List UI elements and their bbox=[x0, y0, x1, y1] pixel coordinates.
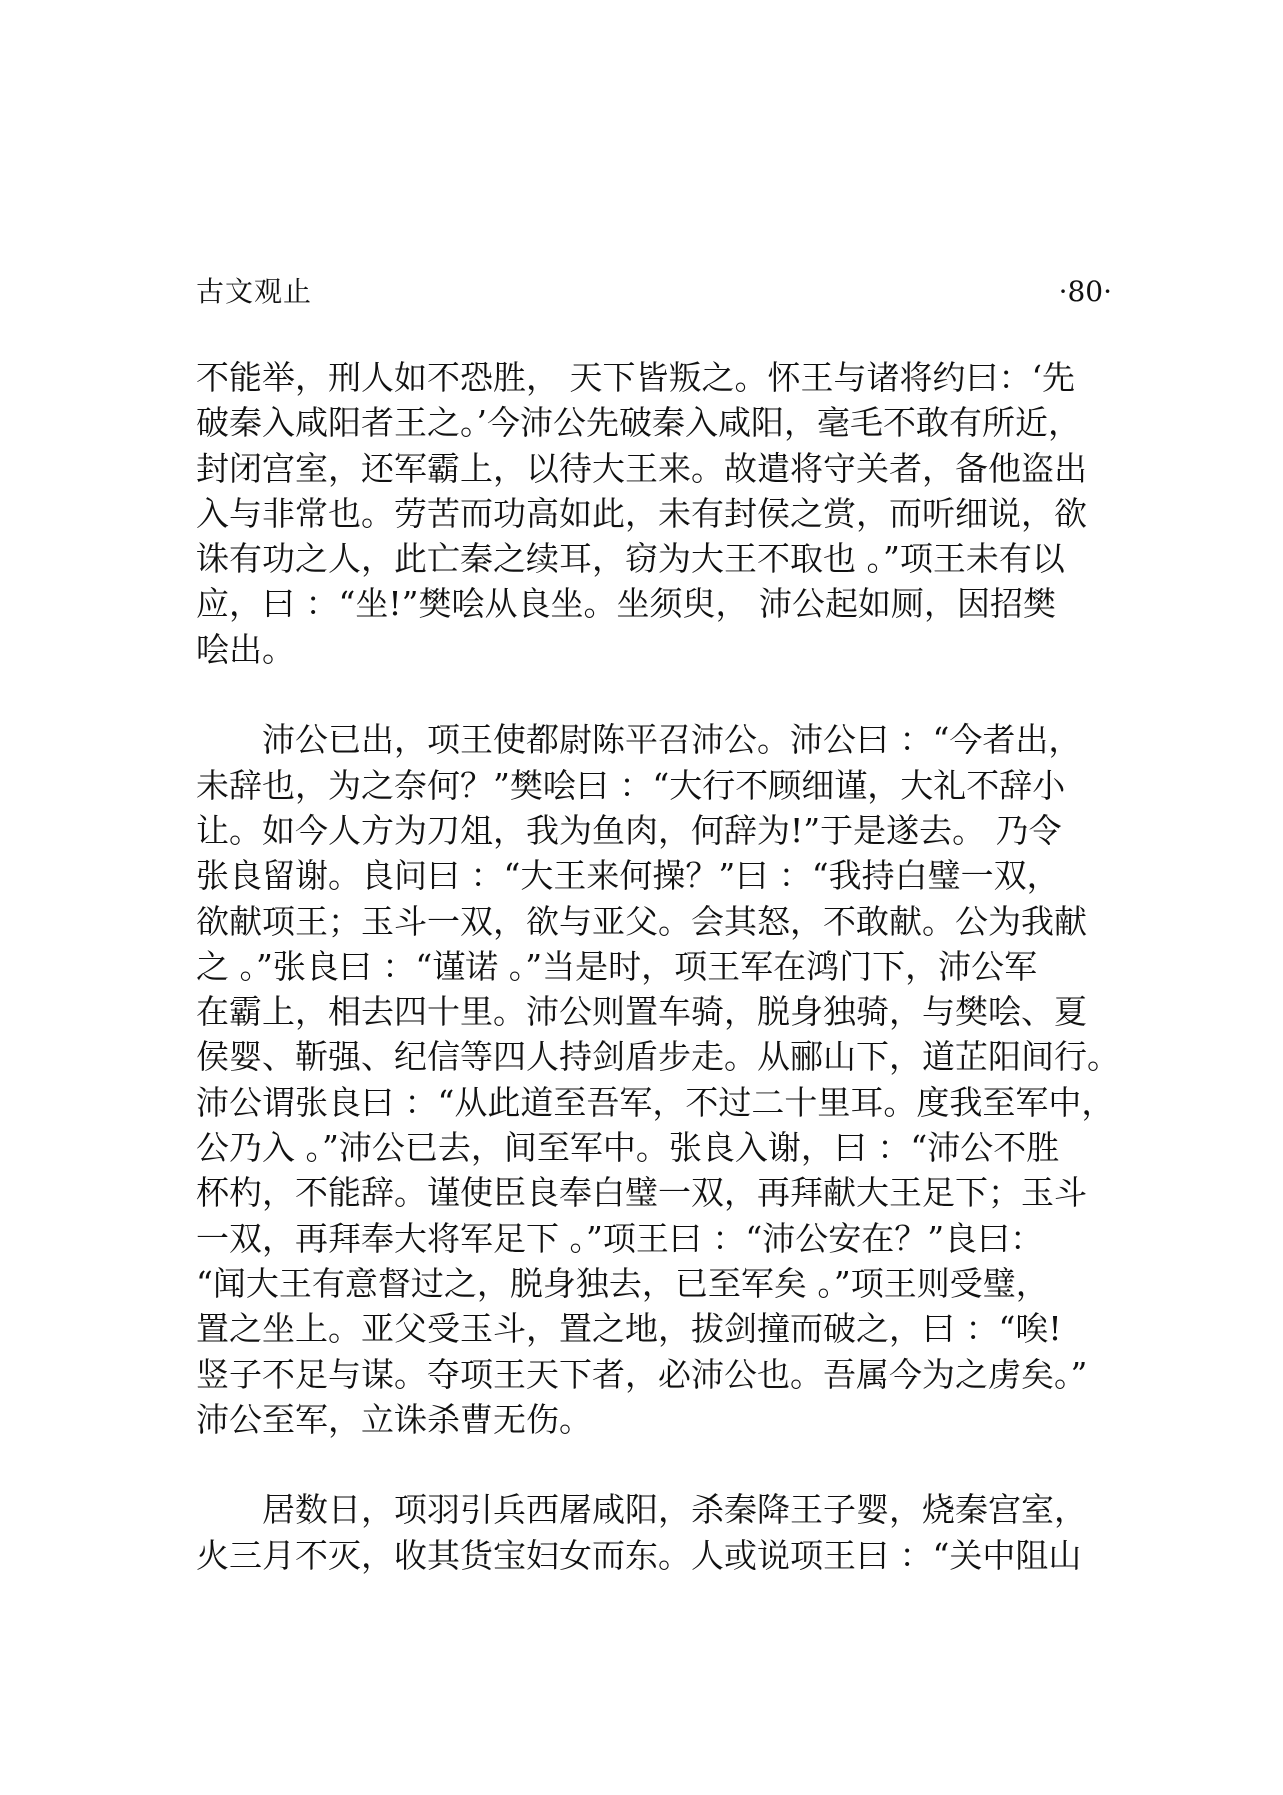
text-line: 哙出。 bbox=[196, 629, 295, 669]
text-line: 不能举，刑人如不恐胜， 天下皆叛之。怀王与诸将约曰：‘先 bbox=[196, 358, 1075, 397]
text-line: 侯婴、靳强、纪信等四人持剑盾步走。从郦山下，道芷阳间行。 bbox=[196, 1037, 1120, 1077]
text-line: 竖子不足与谋。夺项王天下者，必沛公也。吾属今为之虏矣。” bbox=[196, 1354, 1088, 1394]
text-line: 入与非常也。劳苦而功高如此，未有封侯之赏，而听细说，欲 bbox=[196, 493, 1087, 533]
text-line: 一双，再拜奉大将军足下 。”项王曰 ：“沛公安在？”良曰： bbox=[196, 1218, 1044, 1258]
text-line: 张良留谢。良问曰 ：“大王来何操？”曰 ：“我持白璧一双， bbox=[196, 856, 1060, 896]
page-header bbox=[196, 270, 1112, 314]
text-line: 应，曰 ：“坐!”樊哙从良坐。坐须臾， 沛公起如厕，因招樊 bbox=[196, 584, 1056, 624]
text-line: 火三月不灭，收其货宝妇女而东。人或说项王曰 ：“关中阻山 bbox=[196, 1535, 1082, 1575]
text-line: 让。如今人方为刀俎，我为鱼肉，何辞为!”于是遂去。 乃令 bbox=[196, 810, 1062, 850]
text-line: 居数日，项羽引兵西屠咸阳，杀秦降王子婴，烧秦宫室， bbox=[196, 1490, 1087, 1530]
body-text bbox=[196, 355, 1120, 1578]
text-line: 沛公谓张良曰 ：“从此道至吾军，不过二十里耳。度我至军中， bbox=[196, 1082, 1115, 1122]
book-title: 古文观止 bbox=[196, 275, 313, 308]
text-line: 公乃入 。”沛公已去，间至军中。张良入谢，曰 ：“沛公不胜 bbox=[196, 1128, 1060, 1168]
text-line: 欲献项王；玉斗一双，欲与亚父。会其怒，不敢献。公为我献 bbox=[196, 901, 1087, 941]
text-line: 封闭宫室，还军霸上，以待大王来。故遣将守关者，备他盗出 bbox=[196, 448, 1087, 488]
text-line: 杯杓，不能辞。谨使臣良奉白璧一双，再拜献大王足下；玉斗 bbox=[196, 1173, 1087, 1213]
text-line: 置之坐上。亚父受玉斗，置之地，拔剑撞而破之，曰 ：“唉! bbox=[196, 1309, 1062, 1349]
text-line: 沛公已出，项王使都尉陈平召沛公。沛公曰 ：“今者出， bbox=[196, 720, 1082, 760]
text-line: 在霸上，相去四十里。沛公则置车骑，脱身独骑，与樊哙、夏 bbox=[196, 992, 1087, 1032]
text-line: 诛有功之人，此亡秦之续耳，窃为大王不取也 。”项王未有以 bbox=[196, 539, 1065, 579]
text-line: 沛公至军，立诛杀曹无伤。 bbox=[196, 1399, 592, 1439]
page-number: ·80· bbox=[1058, 275, 1112, 308]
paragraph-gap bbox=[196, 1442, 1112, 1487]
text-line: “闻大王有意督过之，脱身独去，已至军矣 。”项王则受璧， bbox=[196, 1263, 1049, 1303]
paragraph-gap bbox=[196, 672, 1112, 717]
text-line: 之 。”张良曰 ：“谨诺 。”当是时，项王军在鸿门下，沛公军 bbox=[196, 946, 1038, 986]
text-line: 未辞也，为之奈何？”樊哙曰 ：“大行不顾细谨，大礼不辞小 bbox=[196, 765, 1066, 805]
text-line: 破秦入咸阳者王之。’今沛公先破秦入咸阳，毫毛不敢有所近， bbox=[196, 403, 1081, 443]
